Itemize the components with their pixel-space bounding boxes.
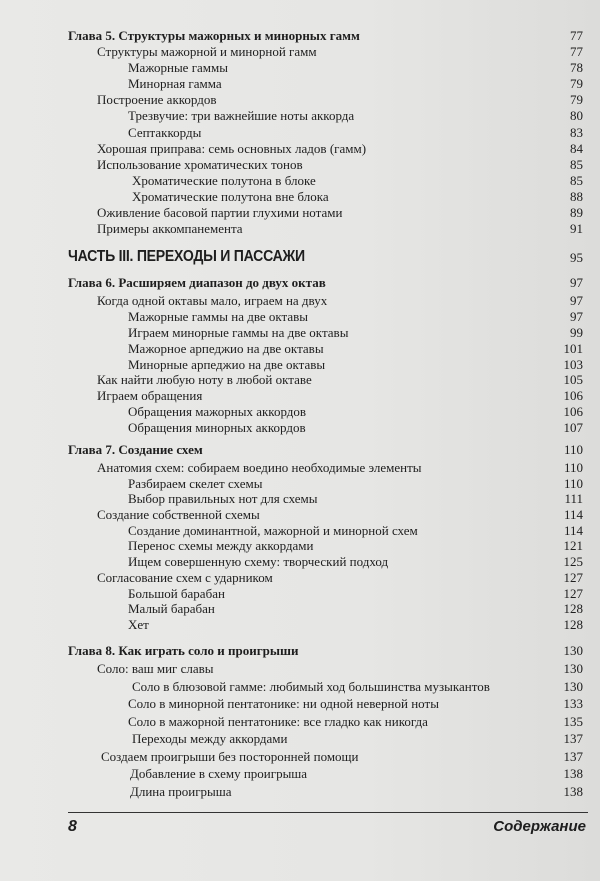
toc-entry-title: Создание собственной схемы xyxy=(97,507,260,523)
toc-entry xyxy=(68,554,583,570)
toc-entry-title: Создаем проигрыши без посторонней помощи xyxy=(101,748,359,764)
toc-entry xyxy=(68,586,583,602)
toc-entry-page: 103 xyxy=(563,356,583,372)
toc-entry-page: 125 xyxy=(563,554,583,570)
toc-entry-title: Переходы между аккордами xyxy=(132,731,288,746)
toc-entry-title: Соло в минорной пентатонике: ни одной неверной ноты xyxy=(128,696,439,711)
toc-entry xyxy=(68,601,583,617)
toc-entry-title: Обращения минорных аккордов xyxy=(128,420,306,436)
toc-entry xyxy=(68,420,583,436)
toc-entry-page: 133 xyxy=(563,696,583,711)
part-page: 95 xyxy=(570,250,583,265)
toc-entry-page: 79 xyxy=(570,92,583,108)
toc-entry-page: 79 xyxy=(570,76,583,92)
running-title: Содержание xyxy=(493,818,586,835)
toc-entry xyxy=(68,173,583,189)
toc-entry xyxy=(68,125,583,141)
toc-entry-title: Хроматические полутона вне блока xyxy=(132,188,329,204)
toc-entry-page: 110 xyxy=(563,475,583,491)
toc-entry xyxy=(68,570,583,586)
toc-entry-title: Обращения мажорных аккордов xyxy=(128,404,307,420)
toc-entry-title: Оживление басовой партии глухими нотами xyxy=(97,205,343,221)
toc-entry-page: 127 xyxy=(563,569,583,585)
toc-entry-page: 107 xyxy=(563,420,583,436)
toc-entry xyxy=(68,783,583,801)
toc-entry-page: 106 xyxy=(563,404,583,420)
toc-entry-title: Мажорное арпеджио на две октавы xyxy=(128,340,324,356)
toc-chapter-7 xyxy=(68,442,583,633)
toc-entry xyxy=(68,660,583,678)
toc-entry-title: Построение аккордов xyxy=(97,92,217,108)
toc-entry-page: 137 xyxy=(563,748,583,764)
toc-entry-title: Использование хроматических тонов xyxy=(97,156,303,172)
toc-entry-page: 121 xyxy=(563,538,583,554)
toc-entry xyxy=(68,460,583,476)
toc-entry-title: Хет xyxy=(128,616,149,632)
toc-entry xyxy=(68,523,583,539)
toc-entry-page: 114 xyxy=(563,507,583,523)
toc-entry-page: 106 xyxy=(563,388,583,404)
toc-entry-page: 111 xyxy=(564,491,583,507)
toc-entry xyxy=(68,388,583,404)
toc-entry-page: 110 xyxy=(563,442,583,457)
toc-entry xyxy=(68,309,583,325)
toc-chapter-heading xyxy=(68,28,583,44)
toc-entry-title: Минорная гамма xyxy=(128,76,222,92)
toc-entry xyxy=(68,730,583,748)
toc-entry-title: Создание доминантной, мажорной и минорной схем xyxy=(128,522,418,538)
toc-entry-title: Хроматические полутона в блоке xyxy=(132,172,316,188)
toc-entry xyxy=(68,76,583,92)
toc-entry xyxy=(68,357,583,373)
toc-chapter-5 xyxy=(68,28,583,237)
toc-entry-page: 128 xyxy=(563,601,583,617)
toc-entry xyxy=(68,293,583,309)
toc-entry-title: Когда одной октавы мало, играем на двух xyxy=(97,293,328,308)
toc-entry-title: Септаккорды xyxy=(128,124,202,140)
toc-entry-page: 88 xyxy=(570,188,583,204)
toc-entry xyxy=(68,713,583,731)
toc-entry-title: Перенос схемы между аккордами xyxy=(128,538,314,554)
toc-entry-title: Мажорные гаммы на две октавы xyxy=(128,308,309,324)
toc-entry-title: Соло в блюзовой гамме: любимый ход большинства музыкантов xyxy=(132,678,490,694)
toc-entry xyxy=(68,678,583,696)
toc-chapter-8 xyxy=(68,642,583,800)
toc-entry-title: Соло в мажорной пентатонике: все гладко как никогда xyxy=(128,713,428,729)
toc-entry xyxy=(68,372,583,388)
toc-entry-title: Большой барабан xyxy=(128,585,225,601)
toc-entry-page: 77 xyxy=(570,28,583,43)
toc-entry-page: 110 xyxy=(563,460,583,475)
toc-entry-page: 97 xyxy=(570,293,583,308)
toc-entry-title: Хорошая приправа: семь основных ладов (гамм) xyxy=(97,140,367,156)
toc-entry-title: Малый барабан xyxy=(128,601,215,617)
toc-entry-page: 130 xyxy=(563,678,583,694)
toc-entry-page: 84 xyxy=(570,140,583,156)
toc-entry-page: 78 xyxy=(570,60,583,76)
toc-entry-page: 91 xyxy=(570,221,583,237)
toc-entry-title: Соло: ваш миг славы xyxy=(97,661,214,676)
toc-entry-page: 138 xyxy=(563,766,583,781)
toc-entry-page: 97 xyxy=(570,275,583,290)
toc-entry xyxy=(68,141,583,157)
toc-entry xyxy=(68,617,583,633)
toc-entry-title: Трезвучие: три важнейшие ноты аккорда xyxy=(128,108,355,124)
toc-chapter-heading xyxy=(68,642,583,660)
toc-entry-title: Выбор правильных нот для схемы xyxy=(128,491,318,507)
toc-entry xyxy=(68,92,583,108)
toc-entry-title: Разбираем скелет схемы xyxy=(128,475,263,491)
toc-entry-page: 99 xyxy=(570,324,583,340)
toc-entry-title: Играем обращения xyxy=(97,388,203,404)
toc-entry-page: 128 xyxy=(563,616,583,632)
toc-entry-page: 127 xyxy=(563,585,583,601)
toc-entry-page: 135 xyxy=(563,713,583,729)
toc-entry xyxy=(68,765,583,783)
toc-entry xyxy=(68,538,583,554)
toc-entry xyxy=(68,476,583,492)
toc-entry xyxy=(68,108,583,124)
footer-rule xyxy=(68,812,588,813)
toc-entry-page: 137 xyxy=(563,731,583,746)
toc-entry-title: Анатомия схем: собираем воедино необходимые элементы xyxy=(97,460,422,475)
toc-entry-title: Играем минорные гаммы на две октавы xyxy=(128,324,349,340)
toc-entry xyxy=(68,325,583,341)
toc-chapter-heading xyxy=(68,442,583,460)
toc-entry-page: 105 xyxy=(563,372,583,388)
toc-entry-page: 89 xyxy=(570,205,583,221)
toc-entry xyxy=(68,44,583,60)
toc-entry-title: Мажорные гаммы xyxy=(128,60,228,76)
toc-entry-page: 130 xyxy=(563,661,583,676)
toc-entry-title: Примеры аккомпанемента xyxy=(97,221,243,237)
toc-entry xyxy=(68,205,583,221)
toc-entry-title: Длина проигрыша xyxy=(130,783,232,799)
toc-entry-page: 85 xyxy=(570,156,583,172)
toc-entry-page: 130 xyxy=(563,643,583,658)
toc-entry-title: Глава 8. Как играть соло и проигрыши xyxy=(68,643,299,658)
toc-entry-title: Как найти любую ноту в любой октаве xyxy=(97,372,312,388)
toc-entry-page: 85 xyxy=(570,172,583,188)
page-number: 8 xyxy=(68,818,77,835)
toc-entry-title: Минорные арпеджио на две октавы xyxy=(128,356,326,372)
toc-entry xyxy=(68,157,583,173)
toc-entry-page: 83 xyxy=(570,124,583,140)
toc-entry xyxy=(68,695,583,713)
toc-entry xyxy=(68,189,583,205)
toc-entry xyxy=(68,341,583,357)
toc-chapter-6 xyxy=(68,275,583,436)
toc-entry-page: 77 xyxy=(570,44,583,60)
toc-entry-title: Структуры мажорной и минорной гамм xyxy=(97,44,317,60)
part-title: ЧАСТЬ III. ПЕРЕХОДЫ И ПАССАЖИ xyxy=(68,248,305,265)
toc-entry-title: Глава 7. Создание схем xyxy=(68,442,203,457)
toc-entry-title: Глава 5. Структуры мажорных и минорных гамм xyxy=(68,28,360,43)
toc-entry-page: 80 xyxy=(570,108,583,124)
toc-entry-page: 101 xyxy=(563,340,583,356)
toc-entry xyxy=(68,221,583,237)
toc-entry xyxy=(68,507,583,523)
toc-entry xyxy=(68,491,583,507)
toc-entry-title: Ищем совершенную схему: творческий подход xyxy=(128,554,389,570)
toc-entry-page: 114 xyxy=(563,522,583,538)
toc-chapter-heading xyxy=(68,275,583,293)
toc-entry xyxy=(68,404,583,420)
toc-entry xyxy=(68,748,583,766)
toc-entry-title: Согласование схем с ударником xyxy=(97,569,273,585)
toc-entry-title: Глава 6. Расширяем диапазон до двух октав xyxy=(68,275,326,290)
toc-entry-page: 138 xyxy=(563,783,583,799)
toc-entry-title: Добавление в схему проигрыша xyxy=(130,766,308,781)
toc-entry-page: 97 xyxy=(570,308,583,324)
toc-part-heading xyxy=(68,246,583,268)
toc-entry xyxy=(68,60,583,76)
